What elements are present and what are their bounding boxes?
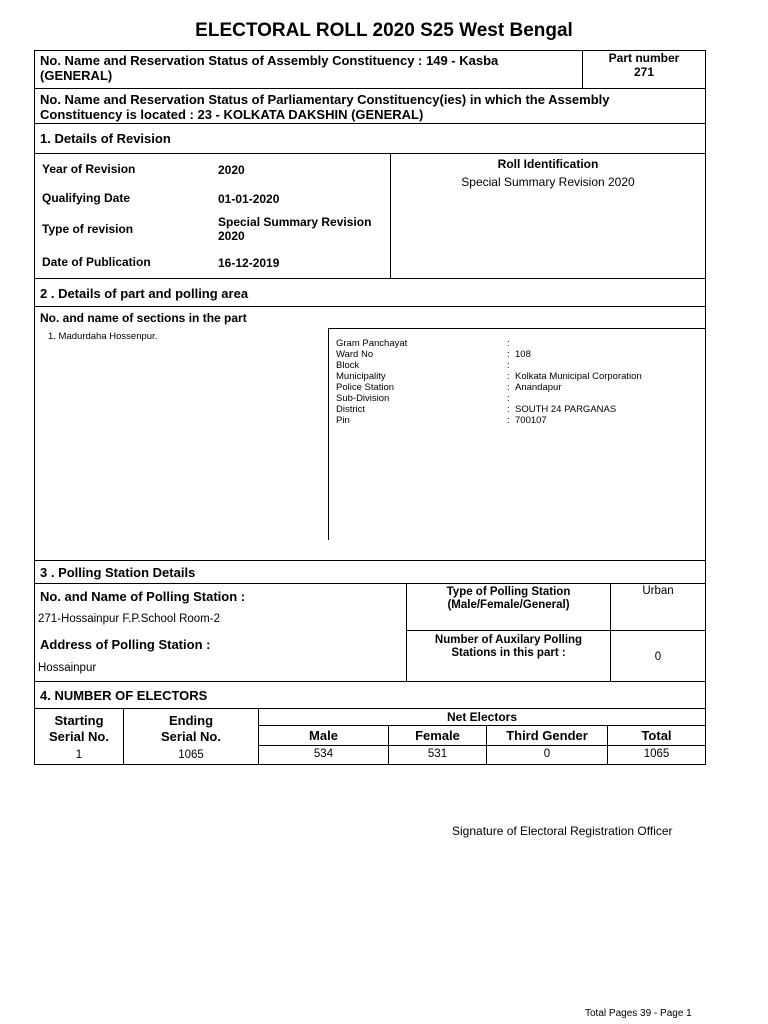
border-line [34,123,706,124]
qualifying-date-label: Qualifying Date [42,191,131,205]
date-of-publication-label: Date of Publication [42,255,151,269]
ward-no-value: 108 [515,349,531,360]
starting-serial-header: Starting Serial No. [49,713,109,744]
border-line [34,583,706,584]
police-station-value: Anandapur [515,382,562,393]
border-line [34,88,706,89]
gram-panchayat-label: Gram Panchayat [336,338,408,349]
pin-label: Pin [336,415,350,426]
border-line [406,630,706,631]
date-of-publication-value: 16-12-2019 [218,256,280,270]
border-line [34,708,706,709]
area-values [515,338,642,426]
parliamentary-constituency: No. Name and Reservation Status of Parliamentary Constituency(ies) in which the Assembly Constituency is located : 23 - KOLKATA DAKSHIN (GENERAL) [40,92,610,122]
border-line [258,725,706,726]
roll-identification-label: Roll Identification [497,157,599,171]
female-header: Female [415,728,460,743]
police-station-label: Police Station [336,382,395,393]
third-gender-header: Third Gender [506,728,588,743]
total-header: Total [641,728,672,743]
page-title: ELECTORAL ROLL 2020 S25 West Bengal [195,20,573,41]
polling-heading: 3 . Polling Station Details [40,565,196,580]
qualifying-date-value: 01-01-2020 [218,192,280,206]
page-footer: Total Pages 39 - Page 1 [585,1008,692,1019]
border-line [34,764,706,765]
area-labels [336,338,407,426]
type-of-revision-label: Type of revision [42,222,134,236]
electors-heading: 4. NUMBER OF ELECTORS [40,688,208,703]
sub-division-value [515,393,642,404]
municipality-label: Municipality [336,371,386,382]
female-value: 531 [427,748,448,760]
district-value: SOUTH 24 PARGANAS [515,404,617,415]
male-header: Male [309,728,338,743]
sections-heading: No. and name of sections in the part [40,311,247,325]
border-line [34,560,706,561]
polling-station-name-label: No. and Name of Polling Station : [40,589,246,604]
part-details-heading: 2 . Details of part and polling area [40,286,249,301]
pin-value: 700107 [515,415,547,426]
block-label: Block [336,360,360,371]
signature-label: Signature of Electoral Registration Officer [452,824,673,838]
polling-station-type-label: Type of Polling Station (Male/Female/General) [446,586,571,611]
roll-identification-value: Special Summary Revision 2020 [461,175,635,189]
polling-station-address-value: Hossainpur [38,662,97,674]
border-line [34,50,35,764]
year-of-revision-label: Year of Revision [42,162,136,176]
polling-station-address-label: Address of Polling Station : [40,637,211,652]
revision-heading: 1. Details of Revision [40,131,171,146]
type-of-revision-value: Special Summary Revision 2020 [218,215,372,243]
polling-station-name-value: 271-Hossainpur F.P.School Room-2 [38,613,220,625]
border-line [34,681,706,682]
municipality-value: Kolkata Municipal Corporation [515,371,642,382]
auxiliary-stations-label: Number of Auxilary Polling Stations in this part : [434,634,583,659]
block-value [515,360,642,371]
gram-panchayat-value [515,338,642,349]
sub-division-label: Sub-Division [336,393,390,404]
ending-serial-header: Ending Serial No. [161,713,221,744]
starting-serial-value: 1 [75,749,83,761]
net-electors-header: Net Electors [446,710,518,724]
border-line [34,278,706,279]
border-line [610,583,611,681]
year-of-revision-value: 2020 [218,163,245,177]
ending-serial-value: 1065 [178,749,204,761]
border-line [258,745,706,746]
polling-station-type-value: Urban [642,585,674,597]
section-item: 1. Madurdaha Hossenpur. [48,331,158,342]
auxiliary-stations-value: 0 [654,651,662,663]
border-line [34,153,706,154]
area-colons: : : : : : : : : [507,338,510,426]
third-gender-value: 0 [543,748,551,760]
border-line [390,153,391,278]
district-label: District [336,404,366,415]
ward-no-label: Ward No [336,349,374,360]
assembly-constituency: No. Name and Reservation Status of Assembly Constituency : 149 - Kasba (GENERAL) [40,53,499,83]
male-value: 534 [313,748,334,760]
part-number: Part number 271 [608,51,680,79]
total-value: 1065 [643,748,670,760]
border-line [328,328,329,540]
border-line [705,50,706,764]
border-line [34,306,706,307]
border-line [328,328,706,329]
